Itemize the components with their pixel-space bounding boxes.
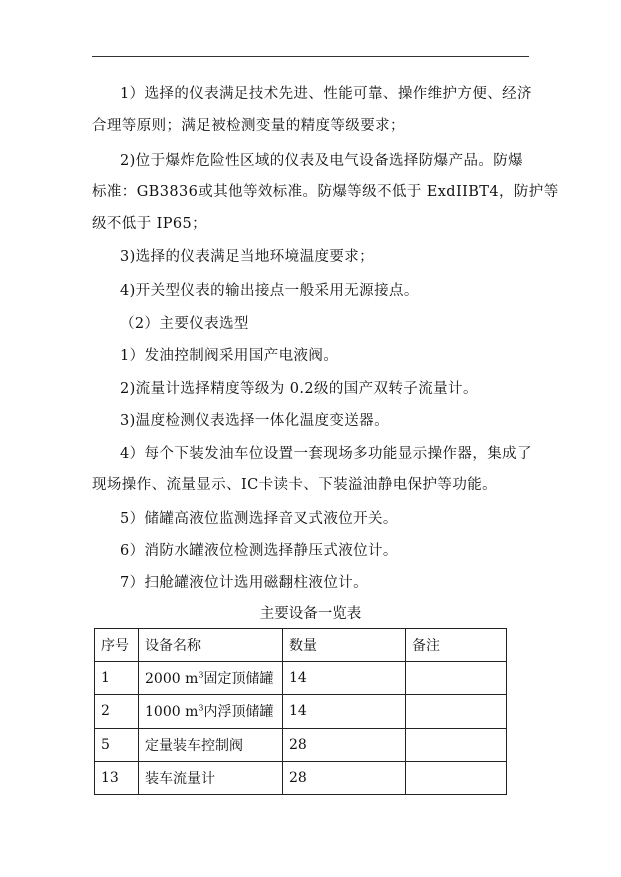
paragraph-line: 3)温度检测仪表选择一体化温度变送器。 (120, 413, 389, 429)
header-cell: 序号 (95, 629, 139, 662)
name-text: 2000 m (145, 671, 199, 688)
name-text: 固定顶储罐 (203, 671, 274, 688)
paragraph-line: 1）选择的仪表满足技术先进、性能可靠、操作维护方便、经济 (120, 86, 532, 102)
paragraph-line: 级不低于 IP65； (92, 216, 208, 232)
paragraph-line: 4）每个下装发油车位设置一套现场多功能显示操作器，集成了 (120, 446, 532, 462)
name-text: 1000 m (145, 704, 199, 721)
cell-name (139, 761, 283, 794)
cell-note (406, 662, 507, 695)
superscript: 3 (198, 670, 204, 680)
paragraph-line: 7）扫舱罐液位计选用磁翻柱液位计。 (120, 575, 369, 591)
table-row (95, 662, 507, 695)
paragraph-line: 3)选择的仪表满足当地环境温度要求； (120, 249, 375, 265)
paragraph-line: 2)位于爆炸危险性区域的仪表及电气设备选择防爆产品。防爆 (120, 153, 524, 169)
cell-qty: 14 (283, 662, 406, 695)
cell-no: 2 (95, 695, 139, 728)
name-text: 装车流量计 (145, 770, 215, 787)
cell-name (139, 728, 283, 761)
cell-note (406, 728, 507, 761)
header-cell: 数量 (283, 629, 406, 662)
cell-no: 13 (95, 761, 139, 794)
paragraph-line: 2)流量计选择精度等级为 0.2级的国产双转子流量计。 (120, 381, 478, 397)
cell-qty: 14 (283, 695, 406, 728)
paragraph-line: 4)开关型仪表的输出接点一般采用无源接点。 (120, 283, 419, 299)
paragraph-line: 6）消防水罐液位检测选择静压式液位计。 (120, 543, 398, 559)
cell-name (139, 695, 283, 728)
paragraph-line: 合理等原则；满足被检测变量的精度等级要求； (92, 118, 405, 134)
cell-qty: 28 (283, 728, 406, 761)
paragraph-line: 1）发油控制阀采用国产电液阀。 (120, 348, 339, 364)
header-cell: 备注 (406, 629, 507, 662)
table-row (95, 695, 507, 728)
table-row (95, 761, 507, 794)
cell-no: 1 (95, 662, 139, 695)
cell-no: 5 (95, 728, 139, 761)
name-text: 内浮顶储罐 (203, 704, 274, 721)
section-heading: （2）主要仪表选型 (120, 316, 249, 332)
equipment-table (94, 628, 507, 795)
header-cell: 设备名称 (139, 629, 283, 662)
superscript: 3 (198, 703, 204, 713)
cell-qty: 28 (283, 761, 406, 794)
table-caption: 主要设备一览表 (259, 606, 362, 622)
paragraph-line: 5）储罐高液位监测选择音叉式液位开关。 (120, 511, 398, 527)
cell-note (406, 695, 507, 728)
paragraph-line: 现场操作、流量显示、IC卡读卡、下装溢油静电保护等功能。 (92, 477, 498, 493)
cell-note (406, 761, 507, 794)
table-row (95, 728, 507, 761)
cell-name (139, 662, 283, 695)
paragraph-line: 标准：GB3836或其他等效标准。防爆等级不低于 ExdIIBT4，防护等 (92, 184, 559, 200)
header-rule (92, 56, 529, 57)
name-text: 定量装车控制阀 (145, 737, 243, 754)
table-header-row (95, 629, 507, 662)
